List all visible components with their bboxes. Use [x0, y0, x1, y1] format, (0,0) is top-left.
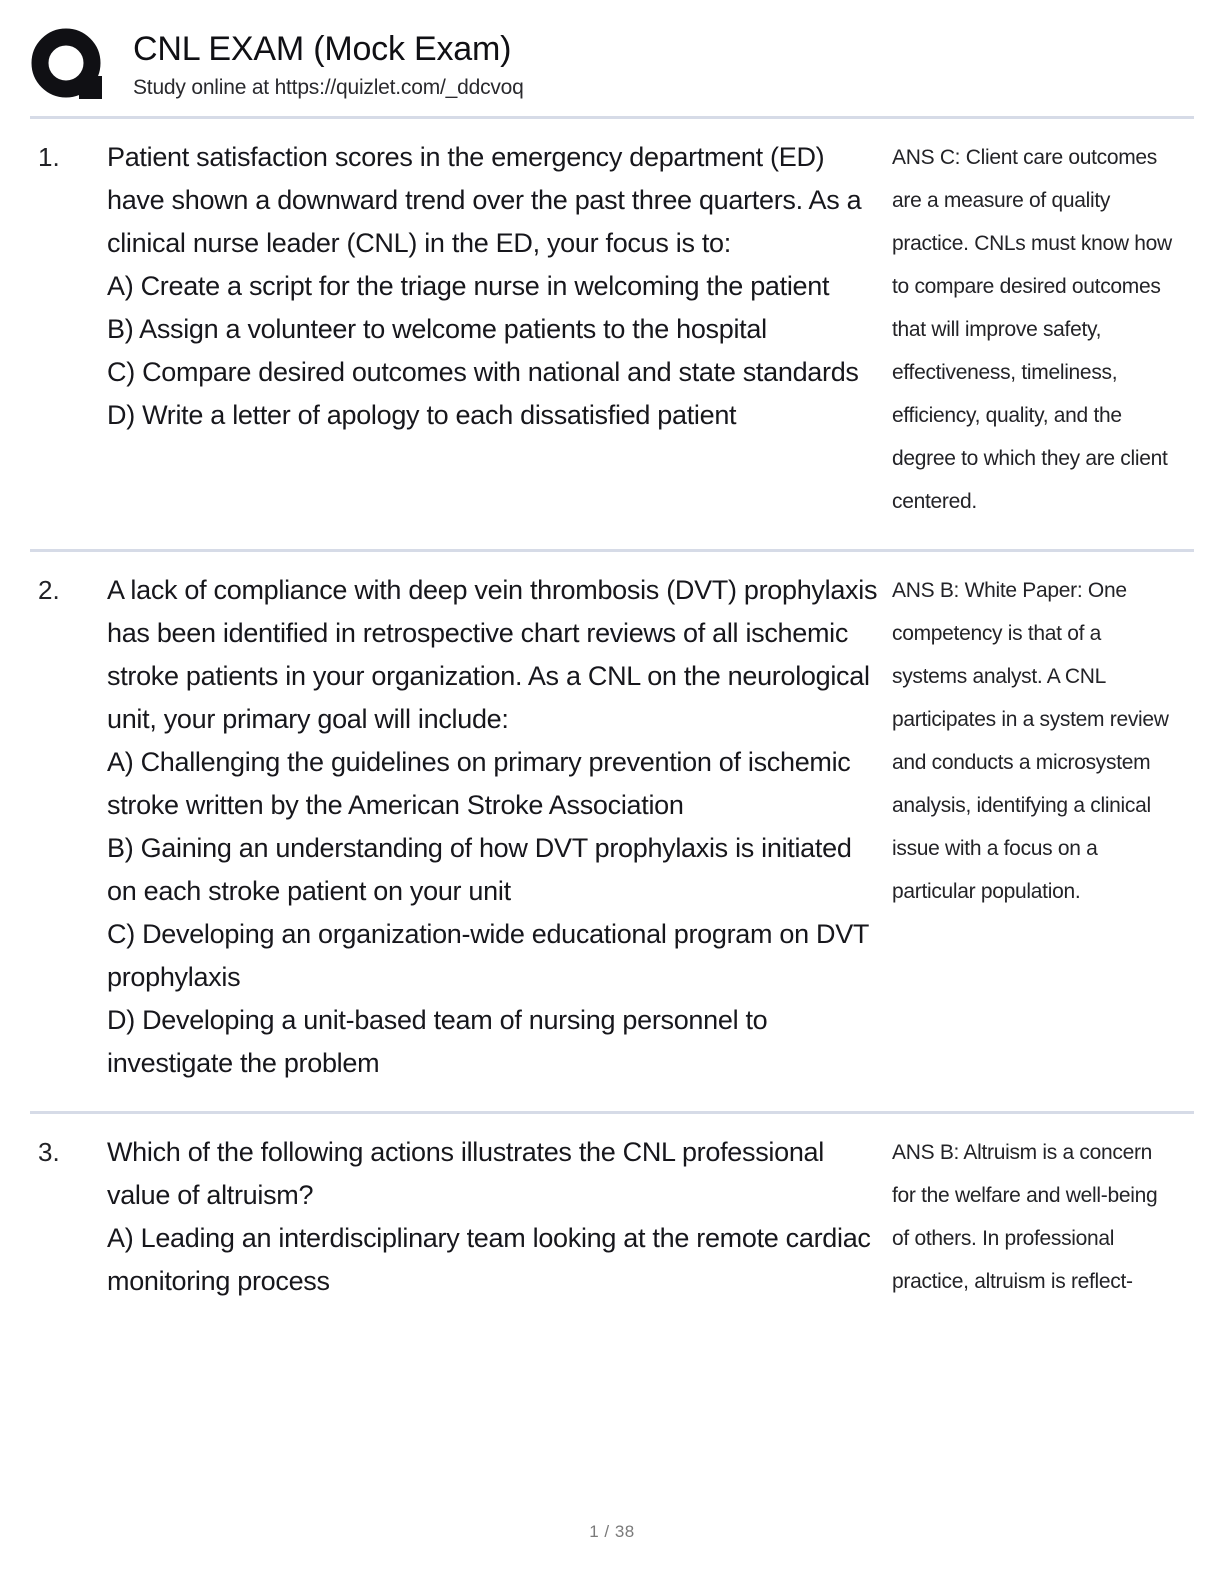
question-number: 3. — [38, 1137, 60, 1167]
question-text — [107, 569, 882, 1085]
option-d: D) Developing a unit-based team of nursing personnel to investigate the problem — [107, 1005, 768, 1078]
option-c: C) Compare desired outcomes with national and state standards — [107, 357, 859, 387]
page-title: CNL EXAM (Mock Exam) — [133, 30, 512, 68]
option-a: A) Challenging the guidelines on primary prevention of ischemic stroke written by the American Stroke Association — [107, 747, 851, 820]
answer-text: ANS B: White Paper: One competency is that of a systems analyst. A CNL participates in a system review and conducts a microsystem analysis, identifying a clinical issue with a focus on a particular population. — [892, 579, 1169, 903]
question-text — [107, 136, 882, 437]
option-d: D) Write a letter of apology to each dissatisfied patient — [107, 400, 737, 430]
question-row-2 — [0, 552, 1224, 1111]
header — [0, 0, 1224, 105]
question-list — [0, 119, 1224, 1329]
option-a: A) Leading an interdisciplinary team looking at the remote cardiac monitoring process — [107, 1223, 871, 1296]
option-a: A) Create a script for the triage nurse in welcoming the patient — [107, 271, 830, 301]
page-footer — [0, 1522, 1224, 1542]
page-indicator: 1 / 38 — [589, 1522, 635, 1541]
question-row-3 — [0, 1114, 1224, 1329]
question-number: 2. — [38, 575, 60, 605]
question-stem: Which of the following actions illustrates the CNL professional value of altruism? — [107, 1137, 824, 1210]
question-text — [107, 1131, 882, 1303]
answer-text: ANS B: Altruism is a concern for the welfare and well-being of others. In professional practice, altruism is reflect- — [892, 1141, 1158, 1293]
option-b: B) Assign a volunteer to welcome patients to the hospital — [107, 314, 767, 344]
study-online-link[interactable]: Study online at https://quizlet.com/_ddcvoq — [133, 76, 524, 99]
option-c: C) Developing an organization-wide educational program on DVT prophylaxis — [107, 919, 869, 992]
quizlet-q-icon — [30, 27, 108, 105]
question-number: 1. — [38, 142, 60, 172]
answer-text: ANS C: Client care outcomes are a measure of quality practice. CNLs must know how to compare desired outcomes that will improve safety, effectiveness, timeliness, efficiency, quality, and the degree to which they are client centered. — [892, 146, 1172, 513]
header-text — [133, 27, 524, 100]
option-b: B) Gaining an understanding of how DVT prophylaxis is initiated on each stroke patient on your unit — [107, 833, 852, 906]
question-stem: Patient satisfaction scores in the emergency department (ED) have shown a downward trend over the past three quarters. As a clinical nurse leader (CNL) in the ED, your focus is to: — [107, 142, 862, 258]
question-stem: A lack of compliance with deep vein thrombosis (DVT) prophylaxis has been identified in retrospective chart reviews of all ischemic stroke patients in your organization. As a CNL on the neurological unit, your primary goal will include: — [107, 575, 878, 734]
question-row-1 — [0, 119, 1224, 549]
